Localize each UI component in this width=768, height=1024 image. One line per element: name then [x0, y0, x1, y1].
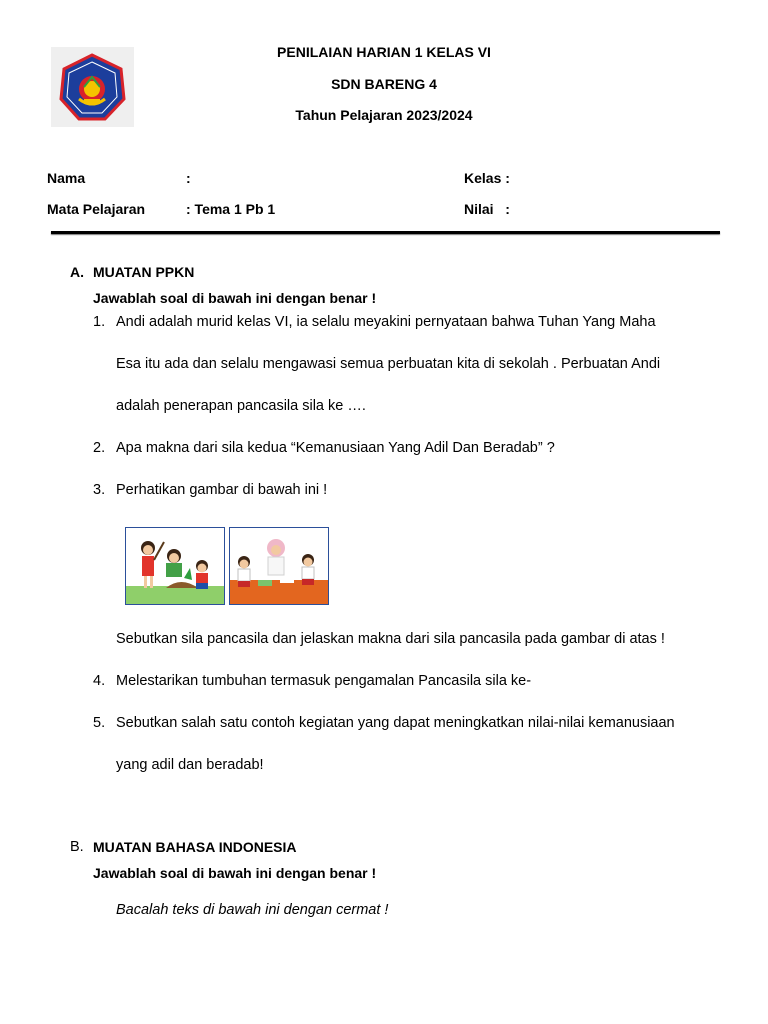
nilai-label: Nilai : [464, 201, 510, 217]
question-number: 2. [93, 440, 106, 456]
academic-year: Tahun Pelajaran 2023/2024 [295, 107, 473, 123]
kelas-label: Kelas : [464, 170, 510, 186]
header-divider [51, 231, 720, 234]
section-a-instruction: Jawablah soal di bawah ini dengan benar ! [93, 290, 377, 306]
mapel-value: : Tema 1 Pb 1 [186, 201, 276, 217]
nama-colon: : [186, 170, 191, 186]
question-followup: Sebutkan sila pancasila dan jelaskan makna dari sila pancasila pada gambar di atas ! [116, 631, 665, 647]
question-text: adalah penerapan pancasila sila ke …. [116, 398, 366, 414]
school-name: SDN BARENG 4 [331, 76, 437, 92]
section-a-title: MUATAN PPKN [93, 264, 195, 280]
section-b-instruction: Jawablah soal di bawah ini dengan benar ! [93, 865, 377, 881]
section-b-title: MUATAN BAHASA INDONESIA [93, 839, 297, 855]
section-b-letter: B. [70, 839, 84, 855]
question-text: Sebutkan salah satu contoh kegiatan yang dapat meningkatkan nilai-nilai kemanusiaan [116, 715, 675, 731]
illustration-children-discussing [229, 527, 329, 605]
question-text: Perhatikan gambar di bawah ini ! [116, 482, 328, 498]
question-text: Apa makna dari sila kedua “Kemanusiaan Yang Adil Dan Beradab” ? [116, 440, 555, 456]
question-number: 4. [93, 673, 106, 689]
mapel-label: Mata Pelajaran [47, 201, 146, 217]
question-text: yang adil dan beradab! [116, 757, 264, 773]
section-a-letter: A. [70, 264, 84, 280]
page-title: PENILAIAN HARIAN 1 KELAS VI [277, 44, 491, 60]
question-number: 5. [93, 715, 106, 731]
question-text: Melestarikan tumbuhan termasuk pengamalan Pancasila sila ke- [116, 673, 532, 689]
nama-label: Nama [47, 170, 86, 186]
question-text: Esa itu ada dan selalu mengawasi semua perbuatan kita di sekolah . Perbuatan Andi [116, 356, 661, 372]
illustration-children-planting [125, 527, 225, 605]
question-number: 3. [93, 482, 106, 498]
question-number: 1. [93, 314, 106, 330]
question-text: Andi adalah murid kelas VI, ia selalu meyakini pernyataan bahwa Tuhan Yang Maha [116, 314, 656, 330]
section-b-note: Bacalah teks di bawah ini dengan cermat ! [116, 902, 389, 918]
